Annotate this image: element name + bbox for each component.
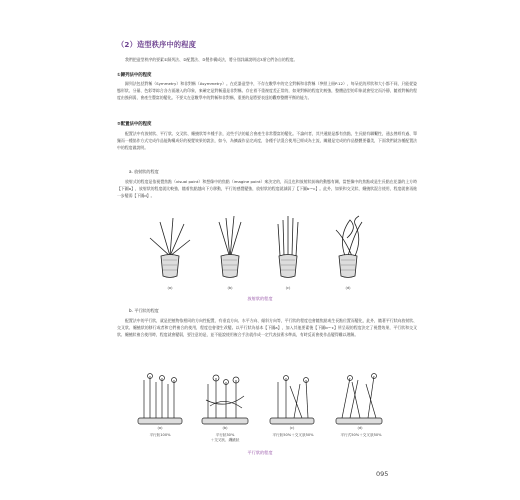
radial-illustration bbox=[140, 208, 380, 288]
parallel-vase-b bbox=[202, 375, 248, 424]
page-number: 095 bbox=[376, 470, 389, 478]
intro-paragraph: 我們把造型秩序的要素①歸列法、②配置法、③製作構成法，將分別詳細說明這3項它們各自的程度。 bbox=[125, 57, 298, 62]
parallel-label-a: (a) bbox=[157, 426, 163, 430]
arrangement-heading: ②配置法中的程度 bbox=[117, 122, 152, 127]
parallel-sublabel-c: 平行狀50%＋交叉狀50% bbox=[272, 433, 314, 437]
parallel-label-c: (c) bbox=[289, 426, 295, 430]
radial-vase-b bbox=[219, 216, 241, 278]
section-title: （2）造型秩序中的程度 bbox=[117, 40, 197, 49]
radial-vase-c bbox=[278, 216, 298, 278]
symmetry-heading: ①歸列法中的程度 bbox=[117, 73, 152, 78]
radial-label-d: (d) bbox=[345, 286, 351, 290]
arrangement-paragraph: 配置法中有放射狀、平行狀、交叉狀、纏繞狀等多種手法，這些手法的組合會產生非常豐富的變化。不論何者，其共通點是都有焦點，生長點有聯繫性，通去曾經有過、單獨而一種協作方式完成作品能夠構成好的視覺效果的說法，如今，為擴義作品完成度，各種手法混合使用已經成為主流，關鍵是完成的作品整體要優美，下面我們就各種配置法中的程度做說明。 bbox=[117, 131, 417, 150]
radial-label-a: (a) bbox=[167, 286, 173, 290]
parallel-label-b: (b) bbox=[222, 426, 228, 430]
parallel-label-d: (d) bbox=[357, 426, 363, 430]
radial-heading: a. 放射狀的程度 bbox=[129, 169, 159, 174]
parallel-vase-a bbox=[138, 374, 182, 425]
radial-vase-a bbox=[150, 218, 190, 278]
radial-label-b: (b) bbox=[227, 286, 233, 290]
radial-paragraph: 放射式的程度是依視覺焦點（visual point）和想像中的焦點（imagine point）來決定的，而且也和放射狀前端的動態有關，當想像中的焦點或是生長點在花器的上方時【下圖a】，放射狀的程度就比較強，隨着焦點越向下方移動，平行的感覺變強，放射狀的程度就減弱了【下圖b～c】。此外，如果和交叉狀、纏繞狀混合使用，程度就會再進一步變弱【下圖d】。 bbox=[117, 179, 417, 198]
parallel-sublabel-a: 平行狀100% bbox=[149, 433, 171, 437]
parallel-sublabel-d: 平行式50%＋交叉狀50% bbox=[340, 433, 382, 437]
parallel-vase-c bbox=[270, 376, 314, 425]
radial-label-c: (c) bbox=[285, 286, 291, 290]
parallel-figure-title: 平行狀的程度 bbox=[247, 450, 273, 455]
radial-figure-title: 放射狀的程度 bbox=[247, 296, 273, 301]
parallel-paragraph: 配置法中的平行狀，就是把植物依相同的方向性配置，有垂直方向、水平方向、傾斜方向等，平行狀的程度也會隨焦點或生長點位置而變化，此外，隨著平行狀向放射狀、交叉狀、纏繞狀的移行或者和它們複合的使用，程度也會發生改變。以平行狀為基本【下圖a】，加入其他要素後【下圖b～c】所呈現的程度決定了視覺效果，平行狀和交叉狀、纏繞狀複合使用時，程度就會變弱，要注意的是，並不能說使用複合手法就作成一定代表技術水準高，有時反而會使作品變得難以理解。 bbox=[117, 318, 417, 337]
parallel-sublabel-b: 平行狀30% ＋交叉狀、纏繞狀 bbox=[210, 433, 240, 442]
symmetry-paragraph: 歸列法包括對稱（Symmetry）和非對稱（Asymmetry）。在花器造型中，不存在數學中的完全對稱和非對稱（參照上冊P.12），每朵花的形狀和大小都不同，只能從姿態形狀、分量、色彩等綜合各方面融入的印象，來確定是對稱還是非對稱。存在着不重複度差正常的，如果對稱的程度比較強，整體造型的印象就會堅定而冷靜，隨着對稱的程度由強到弱，會產生豐富的變化。不要太在意數學中的對稱和非對稱，重要的是將要表達的觀察整體平衡的能力。 bbox=[117, 81, 417, 100]
parallel-heading: b. 平行狀的程度 bbox=[129, 308, 159, 313]
radial-vase-d bbox=[336, 216, 362, 278]
parallel-vase-d bbox=[336, 374, 382, 425]
